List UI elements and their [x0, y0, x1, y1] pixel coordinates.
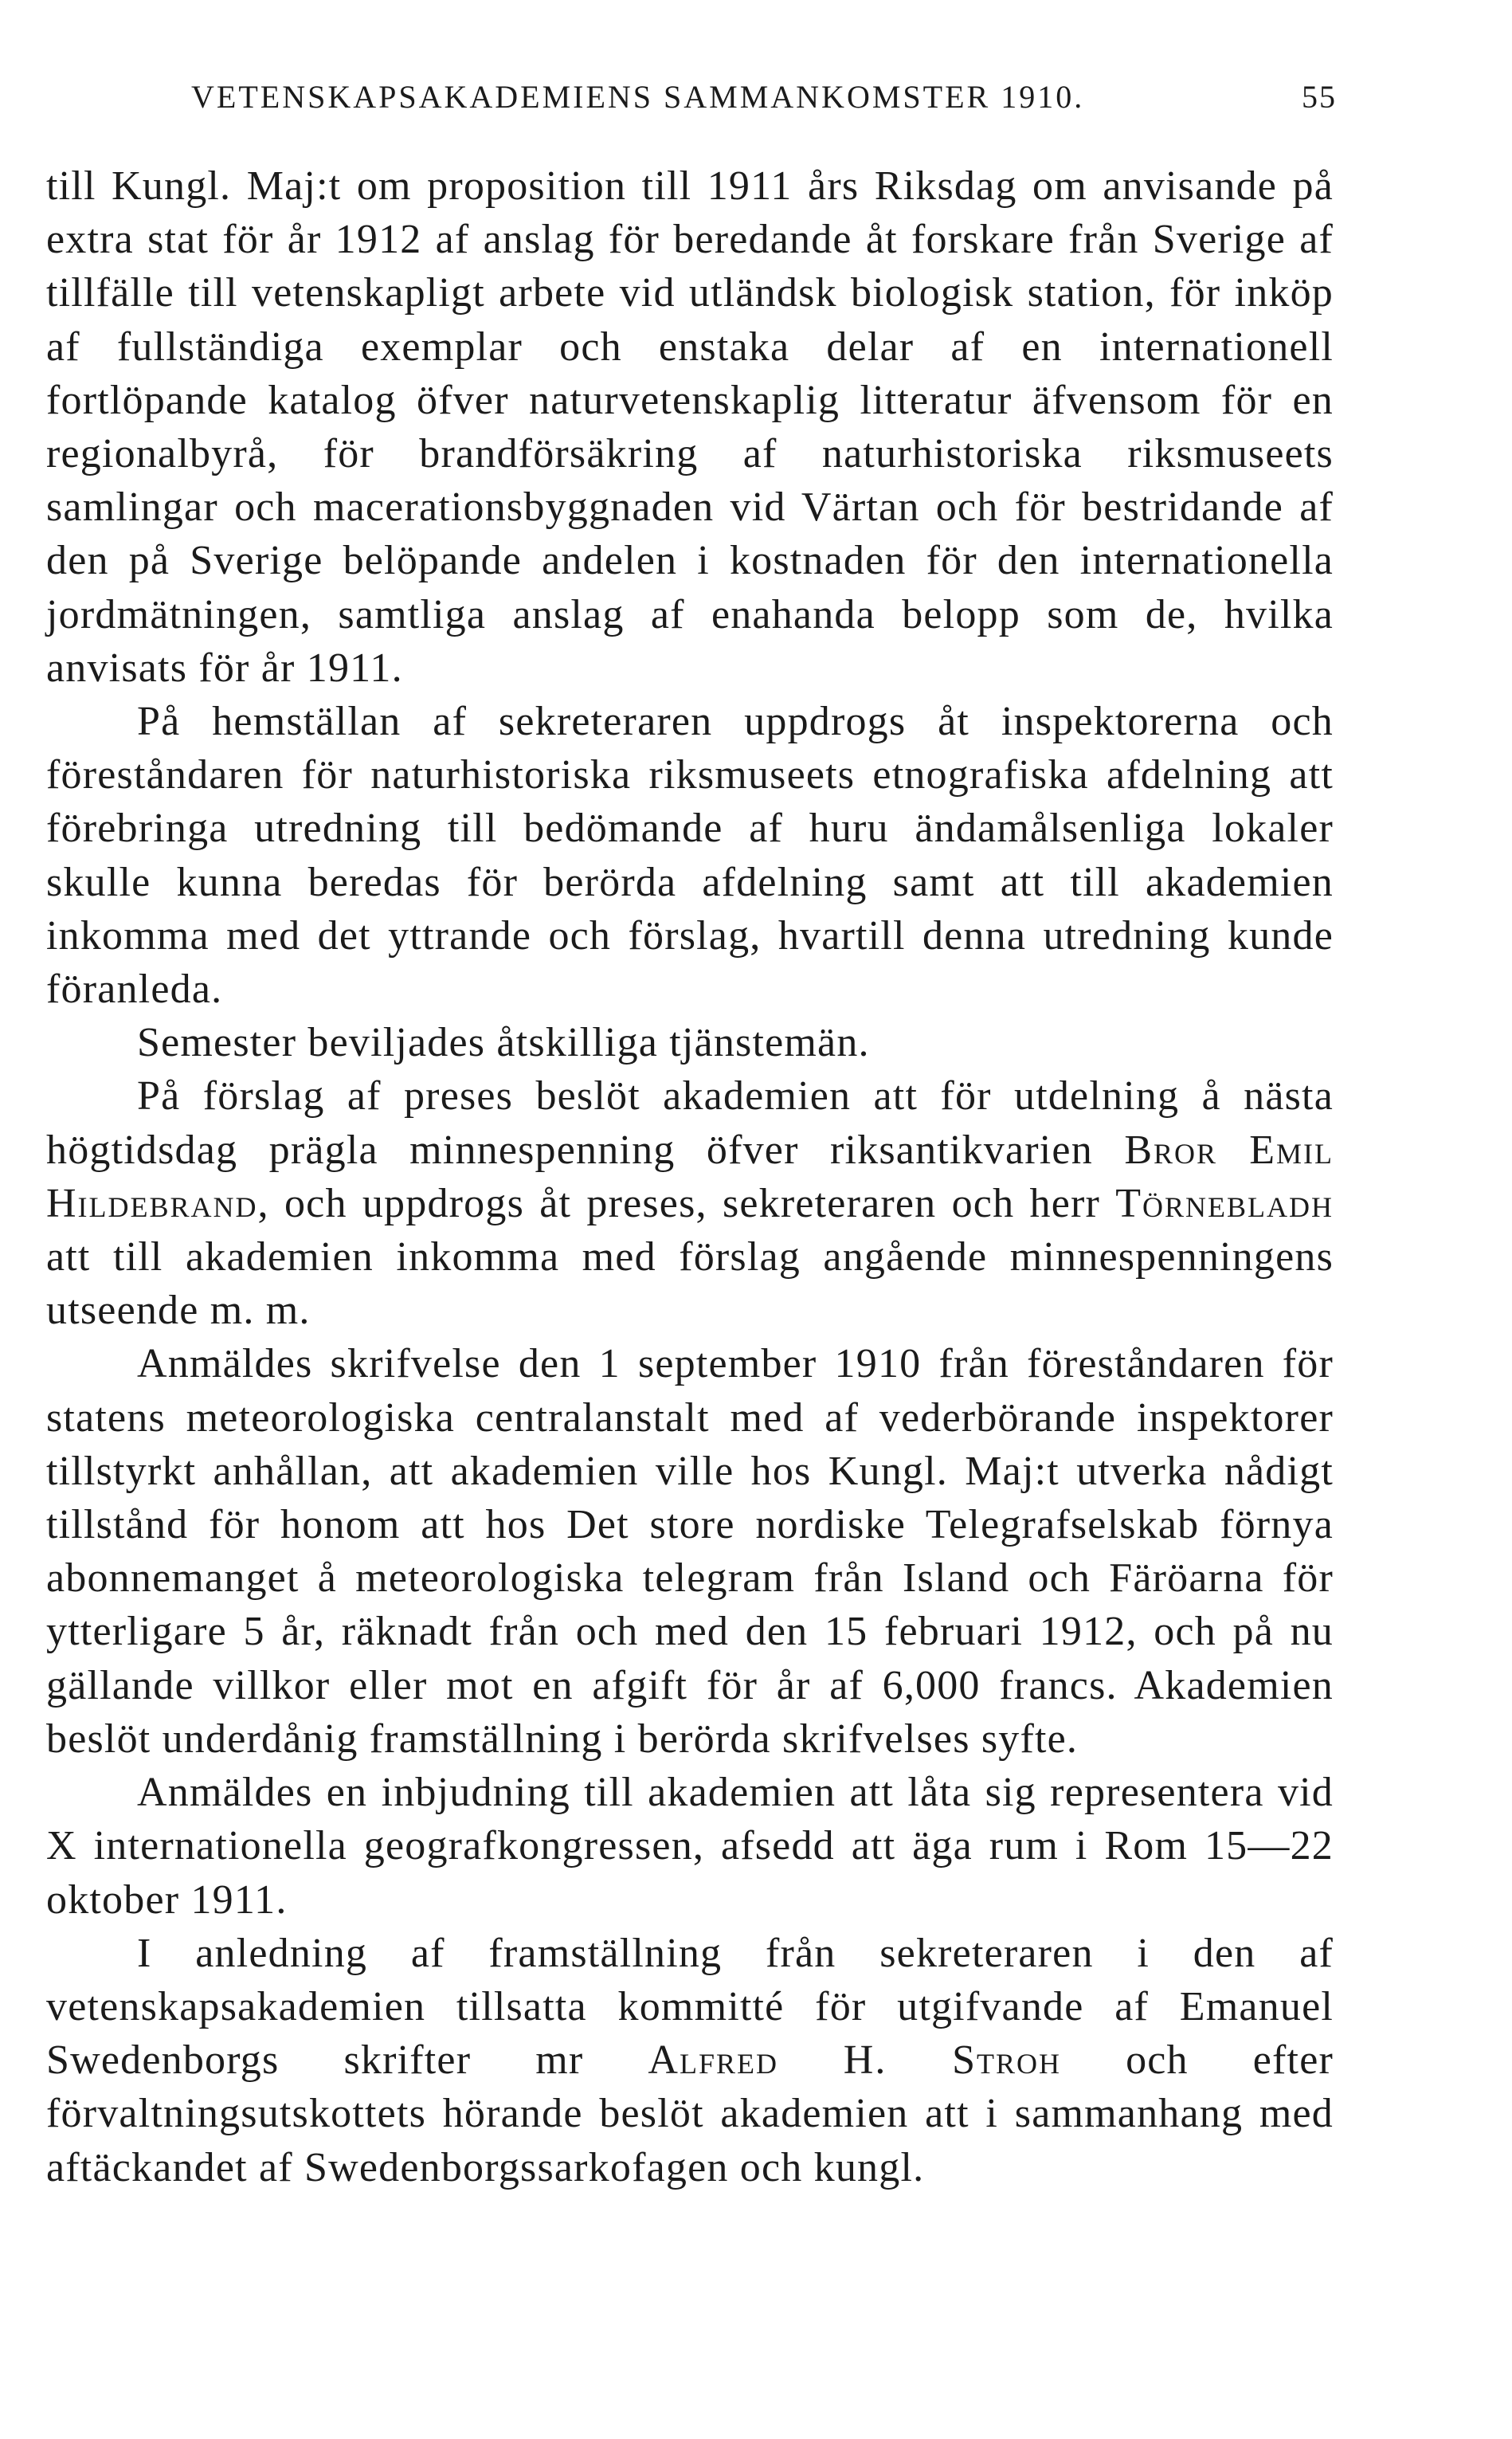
body-text: [46, 159, 1334, 2194]
medal-text-end: att till akademien inkomma med förslag angående minnespenningens utseende m. m.: [46, 1234, 1334, 1334]
paragraph-swedenborg: [46, 1927, 1334, 2194]
medal-text-start: På förslag af preses beslöt akademien att för utdelning å nästa högtidsdag prägla minnespenning öfver riksantikvarien: [46, 1073, 1334, 1173]
medal-text-middle: , och uppdrogs åt preses, sekreteraren och herr: [257, 1180, 1101, 1226]
person-name-hildebrand: Bror Emil Hildebrand: [46, 1127, 1334, 1226]
paragraph-semester: Semester beviljades åtskilliga tjänstemän.: [137, 1020, 870, 1066]
page-number: 55: [1302, 79, 1337, 115]
running-head: [191, 78, 1337, 126]
paragraph-medal-proposal: [46, 1069, 1334, 1337]
paragraph-budget-proposal: till Kungl. Maj:t om proposition till 1911 års Riksdag om anvisande på extra stat för år 1912 af anslag för beredande åt forskare från Sverige af tillfälle till vetenskapligt arbete vid utländsk biologisk station, för inköp af fullständiga exemplar och enstaka delar af en internationell fortlöpande katalog öfver naturvetenskaplig litteratur äfvensom för en regionalbyrå, för brandförsäkring af naturhistoriska riksmuseets samlingar och macerationsbyggnaden vid Värtan och för bestridande af den på Sverige belöpande andelen i kostnaden för den internationella jordmätningen, samtliga anslag af enahanda belopp som de, hvilka anvisats för år 1911.: [46, 163, 1334, 691]
person-name-tornebladh: Törnebladh: [1115, 1180, 1334, 1226]
paragraph-geography-congress: Anmäldes en inbjudning till akademien att låta sig representera vid X internationella geografkongressen, afsedd att äga rum i Rom 15—22 oktober 1911.: [46, 1770, 1334, 1923]
paragraph-ethnographic-department: På hemställan af sekreteraren uppdrogs åt inspektorerna och föreståndaren för naturhistoriska riksmuseets etnografiska afdelning att förebringa utredning till bedömande af huru ändamålsenliga lokaler skulle kunna beredas för berörda afdelning samt att till akademien inkomma med det yttrande och förslag, hvartill denna utredning kunde föranleda.: [46, 699, 1334, 1013]
swedenborg-text-end: och efter förvaltningsutskottets hörande beslöt akademien att i sammanhang med aftäckandet af Swedenborgssarkofagen och kungl.: [46, 2037, 1334, 2190]
person-name-stroh: Alfred H. Stroh: [648, 2037, 1062, 2084]
paragraph-meteorological-telegrams: Anmäldes skrifvelse den 1 september 1910 från föreståndaren för statens meteorologiska centralanstalt med af vederbörande inspektorer tillstyrkt anhållan, att akademien ville hos Kungl. Maj:t utverka nådigt tillstånd för honom att hos Det store nordiske Telegrafselskab förnya abonnemanget å meteorologiska telegram från Island och Färöarna för ytterligare 5 år, räknadt från och med den 15 februari 1912, och på nu gällande villkor eller mot en afgift för år af 6,000 francs. Akademien beslöt underdånig framställning i berörda skrifvelses syfte.: [46, 1341, 1334, 1762]
swedenborg-text-start: I anledning af framställning från sekreteraren i den af vetenskapsakademien tillsatta kommitté för utgifvande af Emanuel Swedenborgs skrifter mr: [46, 1930, 1334, 2084]
running-head-title: VETENSKAPSAKADEMIENS SAMMANKOMSTER 1910.: [191, 79, 1085, 115]
